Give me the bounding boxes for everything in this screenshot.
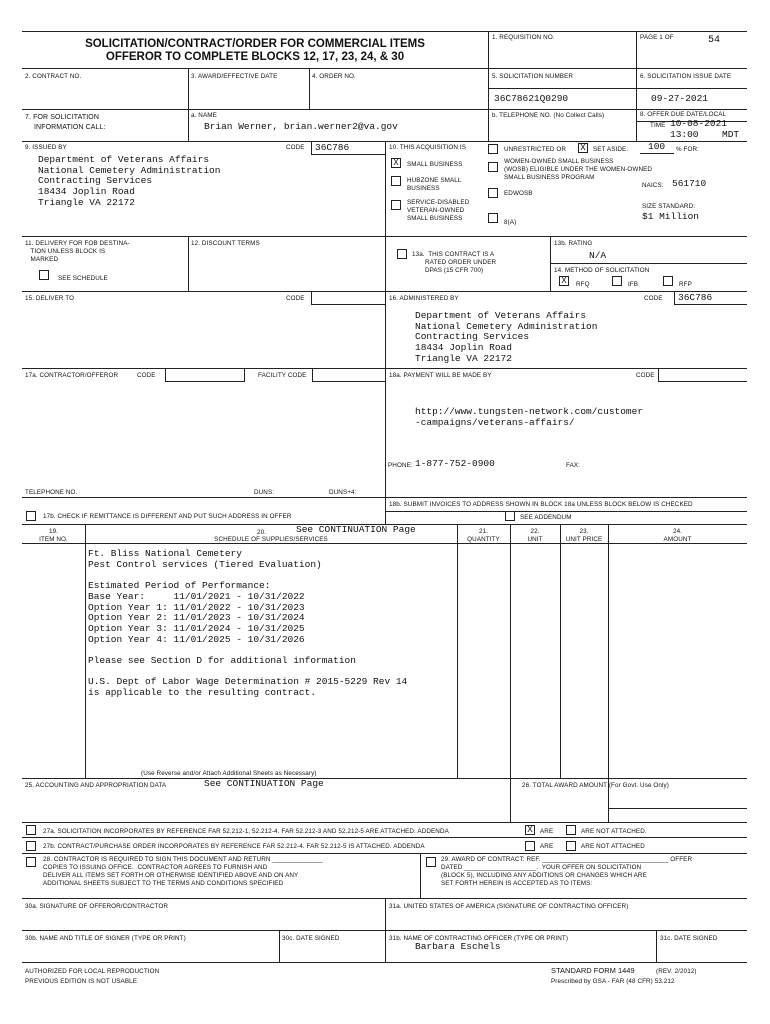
addenda-27b-are-label: ARE	[540, 843, 554, 850]
set-aside-label: SET ASIDE:	[593, 146, 629, 153]
administered-code-label: CODE	[644, 295, 663, 302]
time-zone: MDT	[722, 129, 740, 140]
payment-phone: 1-877-752-0900	[415, 458, 495, 469]
deliver-to-code-label: CODE	[286, 295, 305, 302]
requisition-no-label: 1. REQUISITION NO.	[492, 34, 555, 41]
sdvosb-label: SERVICE-DISABLED VETERAN-OWNED SMALL BUSINESS	[407, 199, 470, 222]
solicitation-number: 36C78621Q0290	[494, 93, 569, 104]
rating-label: 13b. RATING	[554, 240, 593, 247]
addenda-27b-are-not-label: ARE NOT ATTACHED	[581, 843, 645, 850]
quantity-header: 21. QUANTITY	[467, 528, 500, 543]
payment-by-label: 18a. PAYMENT WILL BE MADE BY	[389, 372, 492, 379]
hubzone-label: HUBZONE SMALL BUSINESS	[407, 177, 462, 192]
discount-terms-label: 12. DISCOUNT TERMS	[191, 240, 260, 247]
reverse-note: (Use Reverse and/or Attach Additional Sheets as Necessary)	[141, 770, 317, 777]
wosb-checkbox[interactable]	[488, 162, 498, 172]
administered-by-label: 16. ADMINISTERED BY	[389, 295, 459, 302]
addenda-27b-are-not-checkbox[interactable]	[566, 841, 576, 851]
far-27a-checkbox[interactable]	[26, 825, 36, 835]
deliver-to-code-box	[311, 291, 385, 305]
naics-code: 561710	[672, 178, 707, 189]
addenda-are-not-label: ARE NOT ATTACHED.	[581, 828, 647, 835]
contractor-code-label: CODE	[137, 372, 156, 379]
hubzone-checkbox[interactable]	[391, 176, 401, 186]
see-schedule-label: SEE SCHEDULE	[58, 275, 108, 282]
wosb-label: WOMEN-OWNED SMALL BUSINESS (WOSB) ELIGIBLE UNDER THE WOMEN-OWNED SMALL BUSINESS PROGRAM	[504, 158, 653, 181]
far-27a-label: 27a. SOLICITATION INCORPORATES BY REFERENCE FAR 52.212-1, 52.212-4. FAR 52.212-3 AND 52.212-5 ARE ATTACHED. ADDENDA	[43, 828, 449, 835]
facility-code-box[interactable]	[312, 368, 385, 382]
payment-url[interactable]: http://www.tungsten-network.com/customer -campaigns/veterans-affairs/	[415, 406, 644, 428]
page-total: 54	[708, 35, 721, 46]
amount-header: 24. AMOUNT	[663, 528, 692, 543]
eight-a-checkbox[interactable]	[488, 213, 498, 223]
issue-date: 09-27-2021	[651, 93, 709, 104]
name-label: a. NAME	[191, 112, 217, 119]
information-call-label: INFORMATION CALL:	[34, 124, 106, 131]
schedule-body: Ft. Bliss National Cemetery Pest Control services (Tiered Evaluation) Estimated Period of Performance: Base Year: 11/01/2021 - 10/31/2022 Option Year 1: 11/01/2022 - 10/31/2023 Option Year 2: 11/01/2023 - 10/31/2024 Option Year 3: 11/01/2024 - 10/31/2025 Option Year 4: 11/01/2025 - 10/31/2026 Please see Section D for additional information U.S. Dept of Labor Wage Determination # 2015-5229 Rev 14 is applicable to the resulting contract.	[88, 548, 408, 699]
footer-form-name: STANDARD FORM 1449	[551, 966, 635, 975]
edwosb-label: EDWOSB	[504, 190, 533, 197]
order-no-label: 4. ORDER NO.	[312, 73, 356, 80]
size-standard-label: SIZE STANDARD:	[642, 203, 696, 210]
rating-value: N/A	[589, 250, 607, 261]
set-aside-checkbox[interactable]: X	[578, 143, 588, 153]
footer-reproduction: AUTHORIZED FOR LOCAL REPRODUCTION	[25, 968, 160, 975]
contact-name: Brian Werner, brian.werner2@va.gov	[204, 121, 398, 132]
signer-name-label: 30b. NAME AND TITLE OF SIGNER (TYPE OR PRINT)	[25, 935, 186, 942]
small-business-checkbox[interactable]: X	[391, 158, 401, 168]
for-solicitation-label: 7. FOR SOLICITATION	[25, 114, 99, 121]
rfp-checkbox[interactable]	[663, 276, 673, 286]
acquisition-label: 10. THIS ACQUISITION IS	[389, 144, 467, 151]
see-schedule-checkbox[interactable]	[39, 270, 49, 280]
unit-header: 22. UNIT	[527, 528, 543, 543]
addenda-are-label: ARE	[540, 828, 554, 835]
issued-by-label: 9. ISSUED BY	[25, 144, 67, 151]
issue-date-label: 6. SOLICITATION ISSUE DATE	[640, 73, 732, 80]
offer-due-date: 10-08-2021	[670, 118, 728, 129]
contractor-sign-label: 28. CONTRACTOR IS REQUIRED TO SIGN THIS DOCUMENT AND RETURN ______________ COPIES TO ISSUING OFFICE. CONTRACTOR AGREES TO FURNISH AND DELIVER ALL ITEMS SET FORTH OR OTHERWISE IDENTIFIED ABOVE AND ON ANY ADDITIONAL SHEETS SUBJECT TO THE TERMS AND CONDITIONS SPECIFIED	[43, 856, 323, 887]
remittance-checkbox[interactable]	[26, 511, 36, 521]
footer-revision: (REV. 2/2012)	[656, 968, 697, 975]
set-aside-percent: 100	[648, 141, 666, 152]
total-award-label: 26. TOTAL AWARD AMOUNT (For Govt. Use Only)	[522, 782, 669, 789]
small-business-label: SMALL BUSINESS	[407, 161, 463, 168]
offer-due-time: 13:00	[670, 129, 699, 140]
rated-order-label: 13a. THIS CONTRACT IS A RATED ORDER UNDER DPAS (15 CFR 700)	[412, 251, 497, 274]
duns4-label: DUNS+4:	[329, 489, 357, 496]
payment-code-box	[658, 368, 747, 382]
form-title-line2: OFFEROR TO COMPLETE BLOCKS 12, 17, 23, 24, & 30	[105, 51, 405, 63]
offeror-date-label: 30c. DATE SIGNED	[282, 935, 340, 942]
time-label: TIME	[650, 122, 666, 129]
phone-label: PHONE:	[388, 462, 413, 469]
addenda-27b-are-checkbox[interactable]	[525, 841, 535, 851]
telephone-label: b. TELEPHONE NO. (No Collect Calls)	[492, 112, 605, 119]
unit-price-header: 23. UNIT PRICE	[565, 528, 603, 543]
fax-label: FAX:	[566, 462, 581, 469]
schedule-header-number: 20.	[257, 529, 267, 536]
remittance-label: 17b. CHECK IF REMITTANCE IS DIFFERENT AND PUT SUCH ADDRESS IN OFFER	[43, 513, 292, 520]
officer-date-label: 31c. DATE SIGNED	[660, 935, 718, 942]
page-label: PAGE 1 OF	[640, 34, 674, 41]
rfq-checkbox[interactable]: X	[559, 276, 569, 286]
contractor-code-box[interactable]	[165, 368, 245, 382]
eight-a-label: 8(A)	[504, 219, 517, 226]
administered-by-address: Department of Veterans Affairs National Cemetery Administration Contracting Services 18434 Joplin Road Triangle VA 22172	[415, 310, 598, 364]
contractor-sign-checkbox[interactable]	[26, 857, 36, 867]
unrestricted-label: UNRESTRICTED OR	[504, 146, 567, 153]
payment-code-label: CODE	[636, 372, 655, 379]
percent-for-label: % FOR:	[676, 146, 699, 153]
award-checkbox[interactable]	[426, 857, 436, 867]
offeror-signature-label: 30a. SIGNATURE OF OFFEROR/CONTRACTOR	[25, 903, 168, 910]
edwosb-checkbox[interactable]	[488, 188, 498, 198]
issued-by-address: Department of Veterans Affairs National Cemetery Administration Contracting Services 18434 Joplin Road Triangle VA 22172	[38, 154, 221, 208]
officer-signature-label: 31a. UNITED STATES OF AMERICA (SIGNATURE OF CONTRACTING OFFICER)	[389, 903, 629, 910]
deliver-to-label: 15. DELIVER TO	[25, 295, 75, 302]
footer-previous-edition: PREVIOUS EDITION IS NOT USABLE	[25, 978, 138, 985]
rated-order-checkbox[interactable]	[397, 249, 407, 259]
rfq-label: RFQ	[576, 281, 590, 288]
total-award-field	[608, 808, 747, 809]
accounting-value: See CONTINUATION Page	[204, 778, 324, 789]
award-label: 29. AWARD OF CONTRACT: REF. ___________________________________ OFFER DATED ____________________. YOUR OFFER ON SOLICITATION (BLOCK 5), INCLUDING ANY ADDITIONS OR CHANGES WHICH ARE SET FORTH HEREIN IS ACCEPTED AS TO ITEMS:	[441, 856, 693, 887]
ifb-checkbox[interactable]	[612, 276, 622, 286]
footer-prescribed: Prescribed by GSA - FAR (48 CFR) 53.212	[551, 978, 675, 985]
award-date-label: 3. AWARD/EFFECTIVE DATE	[191, 73, 278, 80]
submit-invoices-label: 18b. SUBMIT INVOICES TO ADDRESS SHOWN IN BLOCK 18a UNLESS BLOCK BELOW IS CHECKED	[389, 501, 693, 508]
addenda-are-checkbox[interactable]: X	[525, 825, 535, 835]
ifb-label: IFB	[628, 281, 639, 288]
sdvosb-checkbox[interactable]	[391, 200, 401, 210]
see-addendum-label: SEE ADDENDUM	[520, 514, 572, 521]
naics-label: NAICS:	[642, 182, 664, 189]
administered-code: 36C786	[678, 292, 713, 303]
delivery-fob-label: 11. DELIVERY FOR FOB DESTINA- TION UNLESS BLOCK IS MARKED	[25, 240, 130, 263]
duns-label: DUNS:	[254, 489, 275, 496]
officer-name-label: 31b. NAME OF CONTRACTING OFFICER (TYPE OR PRINT)	[389, 935, 569, 942]
far-27b-checkbox[interactable]	[26, 841, 36, 851]
telephone-no-label: TELEPHONE NO.	[25, 489, 78, 496]
schedule-continuation-note: See CONTINUATION Page	[296, 524, 416, 535]
officer-name: Barbara Eschels	[415, 941, 501, 952]
issued-by-code-label: CODE	[286, 144, 305, 151]
solicitation-method-label: 14. METHOD OF SOLICITATION	[554, 267, 650, 274]
contractor-label: 17a. CONTRACTOR/OFFEROR	[25, 372, 119, 379]
contract-no-label: 2. CONTRACT NO.	[25, 73, 82, 80]
see-addendum-checkbox[interactable]	[505, 511, 515, 521]
addenda-are-not-checkbox[interactable]	[566, 825, 576, 835]
size-standard: $1 Million	[642, 211, 700, 222]
schedule-header: SCHEDULE OF SUPPLIES/SERVICES	[214, 536, 328, 543]
solicitation-number-label: 5. SOLICITATION NUMBER	[492, 73, 574, 80]
offer-due-label: 8. OFFER DUE DATE/LOCAL	[640, 111, 727, 118]
unrestricted-checkbox[interactable]	[488, 144, 498, 154]
far-27b-label: 27b. CONTRACT/PURCHASE ORDER INCORPORATES BY REFERENCE FAR 52.212-4. FAR 52.212-5 IS ATTACHED. ADDENDA	[43, 843, 425, 850]
accounting-label: 25. ACCOUNTING AND APPROPRIATION DATA	[25, 782, 167, 789]
item-no-header: 19. ITEM NO.	[39, 528, 68, 543]
rfp-label: RFP	[679, 281, 692, 288]
facility-code-label: FACILITY CODE	[258, 372, 307, 379]
form-title-line1: SOLICITATION/CONTRACT/ORDER FOR COMMERCIAL ITEMS	[85, 38, 425, 50]
issued-by-code: 36C786	[315, 142, 350, 153]
